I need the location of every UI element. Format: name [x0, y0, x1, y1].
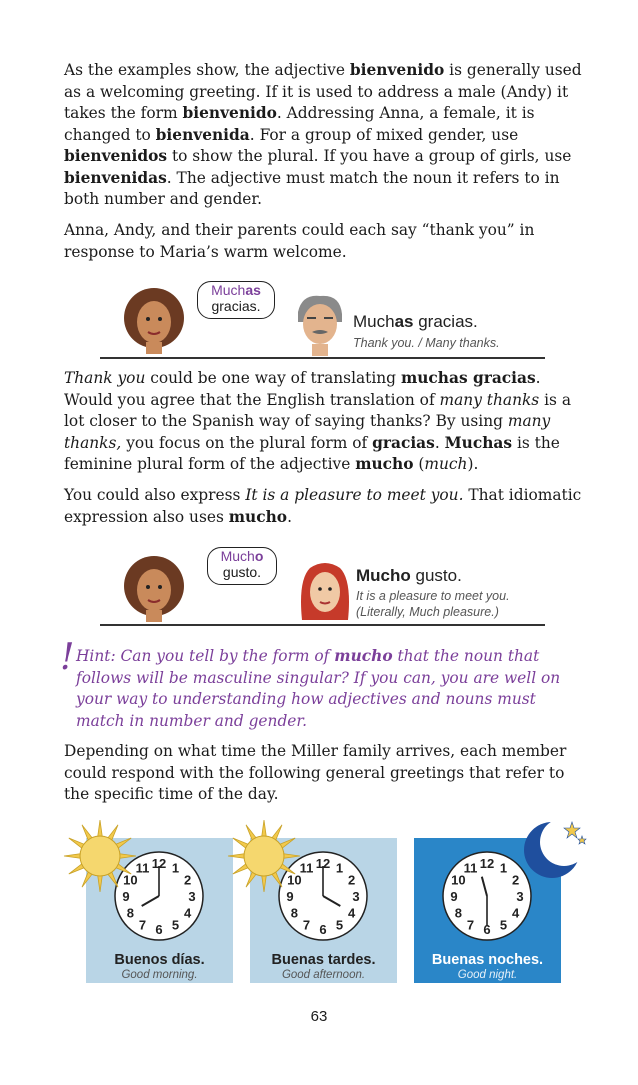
- clock-numeral: 5: [499, 917, 508, 933]
- text-run: You could also express: [64, 486, 246, 504]
- divider-2: [100, 624, 545, 626]
- clock-numeral: 3: [352, 889, 360, 904]
- sun-icon: [60, 816, 140, 896]
- clock-numeral: 5: [335, 917, 344, 933]
- text-run: bienvenido: [182, 104, 277, 122]
- greeting-label: Buenas noches.: [431, 952, 544, 968]
- hint-exclamation-icon: !: [60, 637, 75, 678]
- clock-numeral: 6: [155, 922, 163, 937]
- clock-numeral: 3: [188, 889, 196, 904]
- text-run: is the feminine plural form of the adjective: [64, 433, 560, 473]
- text-run: is a lot closer to the Spanish way of saying thanks? By using: [64, 390, 571, 430]
- pleasure-paragraph: [64, 485, 584, 528]
- clock-numeral: 12: [479, 856, 495, 871]
- translation-literal: (Literally, Much pleasure.): [356, 605, 499, 619]
- divider: [100, 357, 545, 359]
- clock-numeral: 6: [483, 922, 491, 937]
- greeting-label: Buenas tardes.: [271, 952, 376, 968]
- woman-face-illustration: [120, 288, 188, 356]
- clock-numeral: 12: [315, 856, 331, 871]
- clock-numeral: 4: [183, 905, 192, 921]
- text-run: gracias: [372, 433, 435, 452]
- clock-numeral: 10: [123, 872, 138, 888]
- clock-numeral: 8: [126, 905, 135, 921]
- text-run: is generally used as a welcoming greeting. If it is used to address a male (Andy) it takes the form: [64, 61, 582, 122]
- explanation-paragraph: [64, 368, 584, 476]
- translation-pleasure: It is a pleasure to meet you.: [356, 589, 510, 603]
- clock-numeral: 7: [466, 917, 475, 933]
- clock-numeral: 7: [138, 917, 147, 933]
- hint-text: [76, 646, 576, 732]
- clock-numeral: 10: [451, 872, 466, 888]
- text-run: bienvenida: [155, 125, 250, 144]
- greeting-translation: Good night.: [457, 969, 518, 981]
- caption-muchas-gracias: Muchas gracias.: [353, 312, 478, 331]
- text-run: could be one way of translating: [145, 369, 401, 387]
- sun-icon: [224, 816, 304, 896]
- clock-numeral: 4: [347, 905, 356, 921]
- clock-numeral: 11: [135, 860, 150, 876]
- text-run: to show the plural. If you have a group of girls, use: [167, 147, 572, 165]
- text-run: . The adjective must match the noun it refers to in both number and gender.: [64, 168, 560, 208]
- text-run: It is a pleasure to meet you.: [245, 486, 464, 504]
- text-run: mucho: [334, 647, 393, 665]
- text-run: Muchas: [444, 433, 513, 452]
- translation-thank-you: Thank you. / Many thanks.: [353, 336, 500, 350]
- clock-numeral: 8: [454, 905, 463, 921]
- caption-mucho-gusto: Mucho gusto.: [356, 566, 462, 585]
- text-run: mucho: [228, 507, 288, 526]
- text-run: muchas gracias: [400, 369, 536, 387]
- text-run: ).: [467, 455, 479, 473]
- text-run: . Would you agree that the English translation of: [64, 369, 541, 409]
- clock-numeral: 10: [287, 872, 302, 888]
- clock-numeral: 1: [499, 860, 508, 876]
- text-run: .: [434, 433, 445, 452]
- grandfather-face-illustration: [292, 292, 348, 358]
- page-number: 63: [310, 1008, 328, 1025]
- text-run: bienvenidos: [64, 147, 168, 165]
- text-run: many thanks,: [64, 412, 551, 452]
- woman-face-illustration-2: [120, 556, 188, 624]
- clock-numeral: 3: [516, 889, 524, 904]
- text-run: Hint: Can you tell by the form of: [76, 647, 335, 665]
- text-run: bienvenido: [349, 61, 445, 79]
- clock-numeral: 9: [286, 889, 294, 904]
- text-run: you focus on the plural form of: [121, 433, 373, 452]
- clock-numeral: 4: [511, 905, 520, 921]
- clock-numeral: 2: [347, 872, 356, 888]
- text-run: As the examples show, the adjective: [64, 61, 350, 79]
- speech-bubble-mucho: Mucho gusto.: [207, 547, 277, 585]
- text-run: That idiomatic expression also uses: [64, 486, 582, 526]
- text-run: Anna, Andy, and their parents could each say “thank you” in response to Maria’s warm welcome.: [64, 221, 535, 261]
- clock-numeral: 11: [463, 860, 478, 876]
- greeting-translation: Good morning.: [121, 969, 198, 981]
- clock-numeral: 5: [171, 917, 180, 933]
- greeting-label: Buenos días.: [114, 952, 205, 968]
- text-run: (: [413, 455, 425, 473]
- intro-paragraph-1: [64, 60, 584, 211]
- time-greetings-paragraph: [64, 741, 584, 806]
- clock-numeral: 1: [171, 860, 180, 876]
- intro-paragraph-2: [64, 220, 584, 263]
- text-run: mucho: [355, 455, 414, 473]
- text-run: Thank you: [64, 369, 146, 387]
- clock-numeral: 1: [335, 860, 344, 876]
- text-run: Depending on what time the Miller family arrives, each member could respond with the following general greetings that refer to the specific time of the day.: [64, 742, 567, 803]
- text-run: many thanks: [439, 390, 540, 409]
- clock-numeral: 7: [302, 917, 311, 933]
- clock-numeral: 2: [511, 872, 520, 888]
- text-run: . Addressing Anna, a female, it is changed to: [64, 104, 535, 144]
- text-run: that the noun that follows will be masculine singular? If you can, you are well on your way to understanding how adjectives and nouns must match in number and gender.: [76, 647, 561, 730]
- text-run: much: [424, 455, 468, 473]
- greeting-translation: Good afternoon.: [281, 969, 366, 981]
- speech-bubble-muchas: Muchas gracias.: [197, 281, 275, 319]
- redhead-woman-face-illustration: [296, 560, 354, 626]
- clock-numeral: 12: [151, 856, 167, 871]
- clock-numeral: 6: [319, 922, 327, 937]
- text-run: .: [287, 507, 292, 526]
- clock-numeral: 8: [290, 905, 299, 921]
- clock-numeral: 9: [450, 889, 458, 904]
- clock-numeral: 2: [183, 872, 192, 888]
- clock-numeral: 9: [122, 889, 130, 904]
- moon-icon: [511, 810, 594, 890]
- text-run: bienvenidas: [64, 168, 167, 187]
- text-run: . For a group of mixed gender, use: [249, 125, 519, 144]
- clock-numeral: 11: [299, 860, 314, 876]
